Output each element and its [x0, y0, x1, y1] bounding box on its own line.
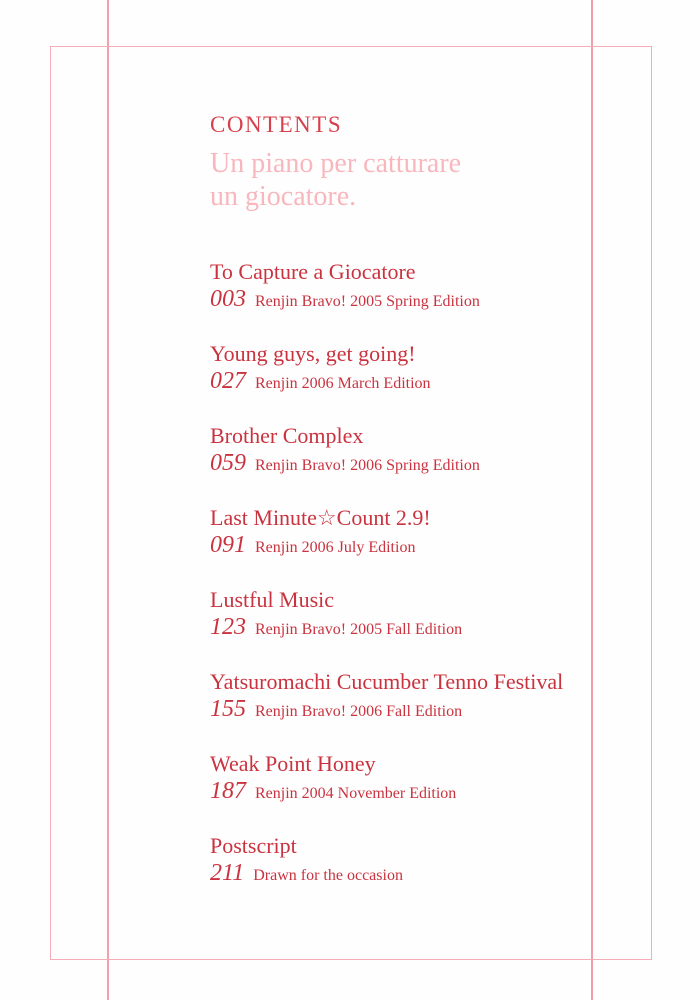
entry-title: Lustful Music	[210, 587, 335, 612]
entry-source: Renjin Bravo! 2005 Fall Edition	[255, 621, 463, 638]
entry-page-number: 059	[210, 450, 246, 476]
entry-page-number: 211	[210, 860, 245, 886]
entry-title: Weak Point Honey	[210, 751, 376, 776]
entry-page-number: 027	[210, 368, 246, 394]
subtitle-line-2: un giocatore.	[210, 181, 357, 212]
entry-meta	[210, 860, 610, 889]
entry-page-number: 123	[210, 614, 246, 640]
entry-meta	[210, 614, 610, 643]
entry-source: Renjin 2006 July Edition	[255, 539, 416, 556]
entry-meta	[210, 778, 610, 807]
toc-entry	[210, 340, 610, 397]
entry-source: Drawn for the occasion	[253, 867, 403, 884]
entry-meta	[210, 368, 610, 397]
subtitle	[210, 147, 610, 213]
toc-list	[210, 258, 610, 889]
entry-page-number: 003	[210, 286, 246, 312]
entry-title: Postscript	[210, 833, 297, 858]
entry-source: Renjin Bravo! 2005 Spring Edition	[255, 293, 480, 310]
toc-entry	[210, 750, 610, 807]
toc-entry	[210, 668, 610, 725]
toc-entry	[210, 422, 610, 479]
entry-title: Brother Complex	[210, 423, 364, 448]
entry-source: Renjin Bravo! 2006 Spring Edition	[255, 457, 480, 474]
entry-source: Renjin Bravo! 2006 Fall Edition	[255, 703, 463, 720]
entry-title: To Capture a Giocatore	[210, 259, 416, 284]
entry-title: Yatsuromachi Cucumber Tenno Festival	[210, 669, 564, 694]
toc-entry	[210, 258, 610, 315]
entry-meta	[210, 450, 610, 479]
entry-page-number: 187	[210, 778, 246, 804]
entry-meta	[210, 286, 610, 315]
toc-entry	[210, 504, 610, 561]
entry-page-number: 091	[210, 532, 246, 558]
subtitle-line-1: Un piano per catturare	[210, 148, 462, 179]
contents-column	[210, 112, 610, 914]
entry-title: Last Minute☆Count 2.9!	[210, 505, 431, 530]
entry-source: Renjin 2004 November Edition	[255, 785, 457, 802]
entry-meta	[210, 532, 610, 561]
entry-page-number: 155	[210, 696, 246, 722]
toc-entry	[210, 586, 610, 643]
page-title: CONTENTS	[210, 112, 343, 137]
entry-source: Renjin 2006 March Edition	[255, 375, 431, 392]
toc-entry	[210, 832, 610, 889]
entry-title: Young guys, get going!	[210, 341, 416, 366]
entry-meta	[210, 696, 610, 725]
